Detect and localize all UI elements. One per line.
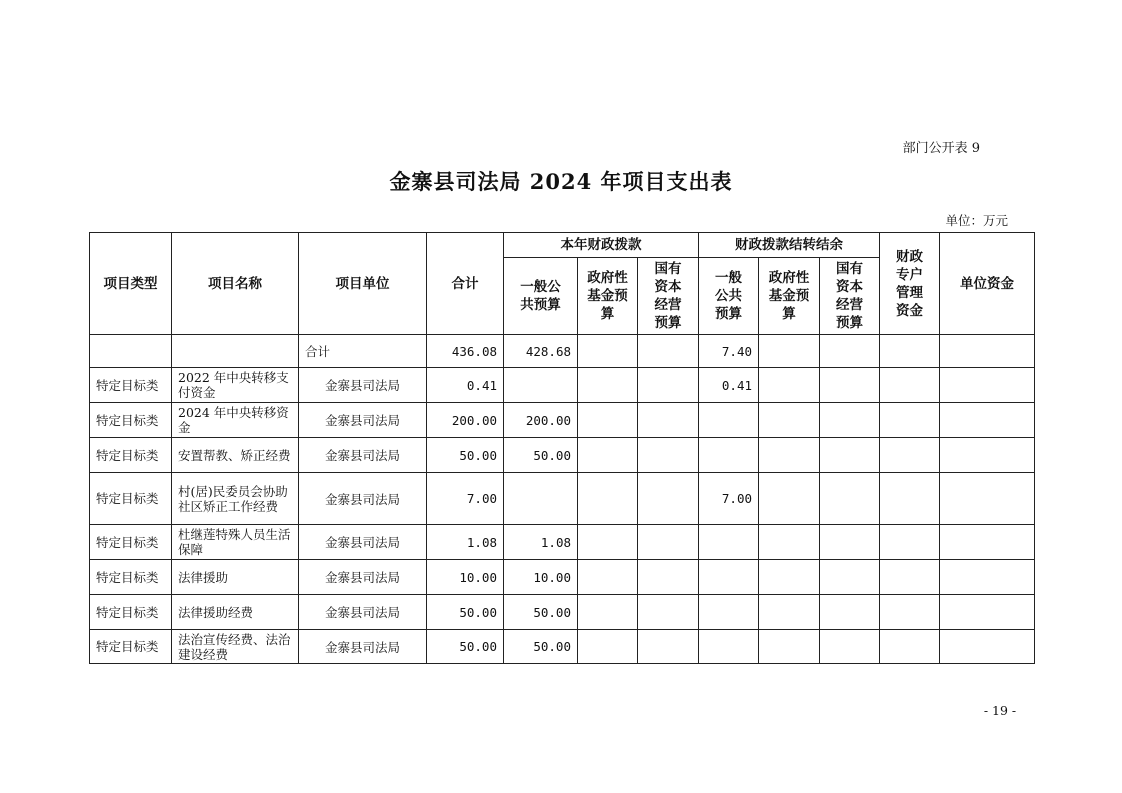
table-cell: [638, 335, 699, 368]
row-carry-general-public: [699, 403, 759, 438]
row-unit: 金寨县司法局: [299, 403, 427, 438]
row-general-public: [504, 368, 578, 403]
table-cell: [880, 335, 940, 368]
row-unit: 金寨县司法局: [299, 368, 427, 403]
unit-label: 单位：万元: [945, 213, 1008, 228]
row-name: 杜继莲特殊人员生活保障: [172, 525, 299, 560]
table-row: [90, 403, 1035, 438]
row-carry-general-public: 7.00: [699, 473, 759, 525]
table-row: [90, 368, 1035, 403]
row-general-public: 50.00: [504, 630, 578, 664]
table-row: [90, 630, 1035, 664]
table-cell: [820, 335, 880, 368]
row-name: 法律援助经费: [172, 595, 299, 630]
row-carry-general-public: [699, 595, 759, 630]
row-carry-general-public: [699, 438, 759, 473]
row-total: 200.00: [427, 403, 504, 438]
header-carry-general-public: 一般公共预算: [699, 258, 759, 335]
header-state-capital: 国有资本经营预算: [638, 258, 699, 335]
row-type: 特定目标类: [90, 560, 172, 595]
row-carry-general-public: [699, 560, 759, 595]
row-name: 村(居)民委员会协助社区矫正工作经费: [172, 473, 299, 525]
header-carry-state-capital: 国有资本经营预算: [820, 258, 880, 335]
row-total: 7.00: [427, 473, 504, 525]
row-type: 特定目标类: [90, 438, 172, 473]
table-cell: [172, 335, 299, 368]
row-name: 法律援助: [172, 560, 299, 595]
row-type: 特定目标类: [90, 403, 172, 438]
row-name: 安置帮教、矫正经费: [172, 438, 299, 473]
row-type: 特定目标类: [90, 525, 172, 560]
row-total: 50.00: [427, 438, 504, 473]
row-unit: 金寨县司法局: [299, 560, 427, 595]
table-row: [90, 525, 1035, 560]
row-type: 特定目标类: [90, 595, 172, 630]
table-row: [90, 560, 1035, 595]
header-current-year-group: 本年财政拨款: [504, 233, 699, 258]
row-name: 2024 年中央转移资金: [172, 403, 299, 438]
total-row: [90, 335, 1035, 368]
row-general-public: 50.00: [504, 595, 578, 630]
row-general-public: 50.00: [504, 438, 578, 473]
project-expenditure-table: [89, 232, 1035, 664]
row-name: 法治宣传经费、法治建设经费: [172, 630, 299, 664]
page-title: 金寨县司法局 2024 年项目支出表: [389, 169, 733, 194]
table-row: [90, 473, 1035, 525]
page-number: - 19 -: [983, 703, 1017, 718]
total-row-label: 合计: [299, 335, 427, 368]
table-cell: [90, 335, 172, 368]
header-general-public: 一般公共预算: [504, 258, 578, 335]
row-total: 1.08: [427, 525, 504, 560]
table-row: [90, 438, 1035, 473]
row-type: 特定目标类: [90, 473, 172, 525]
table-cell: [940, 335, 1035, 368]
row-total: 50.00: [427, 630, 504, 664]
row-type: 特定目标类: [90, 368, 172, 403]
row-unit: 金寨县司法局: [299, 438, 427, 473]
row-general-public: 200.00: [504, 403, 578, 438]
table-cell: [578, 335, 638, 368]
header-fiscal-special: 财政专户管理资金: [880, 233, 940, 335]
row-carry-general-public: [699, 525, 759, 560]
row-unit: 金寨县司法局: [299, 630, 427, 664]
table-cell: [759, 335, 820, 368]
total-row-total: 436.08: [427, 335, 504, 368]
row-unit: 金寨县司法局: [299, 473, 427, 525]
row-total: 0.41: [427, 368, 504, 403]
total-row-general-public: 428.68: [504, 335, 578, 368]
header-gov-fund: 政府性基金预算: [578, 258, 638, 335]
row-type: 特定目标类: [90, 630, 172, 664]
row-total: 10.00: [427, 560, 504, 595]
row-total: 50.00: [427, 595, 504, 630]
header-project-name: 项目名称: [172, 233, 299, 335]
table-tag: 部门公开表 9: [902, 141, 980, 156]
header-unit-funds: 单位资金: [940, 233, 1035, 335]
header-project-unit: 项目单位: [299, 233, 427, 335]
row-name: 2022 年中央转移支付资金: [172, 368, 299, 403]
header-total: 合计: [427, 233, 504, 335]
header-carryover-group: 财政拨款结转结余: [699, 233, 880, 258]
row-unit: 金寨县司法局: [299, 525, 427, 560]
row-carry-general-public: [699, 630, 759, 664]
table-row: [90, 595, 1035, 630]
header-project-type: 项目类型: [90, 233, 172, 335]
row-general-public: 10.00: [504, 560, 578, 595]
row-general-public: 1.08: [504, 525, 578, 560]
header-carry-gov-fund: 政府性基金预算: [759, 258, 820, 335]
row-unit: 金寨县司法局: [299, 595, 427, 630]
row-general-public: [504, 473, 578, 525]
total-row-carry-general-public: 7.40: [699, 335, 759, 368]
row-carry-general-public: 0.41: [699, 368, 759, 403]
